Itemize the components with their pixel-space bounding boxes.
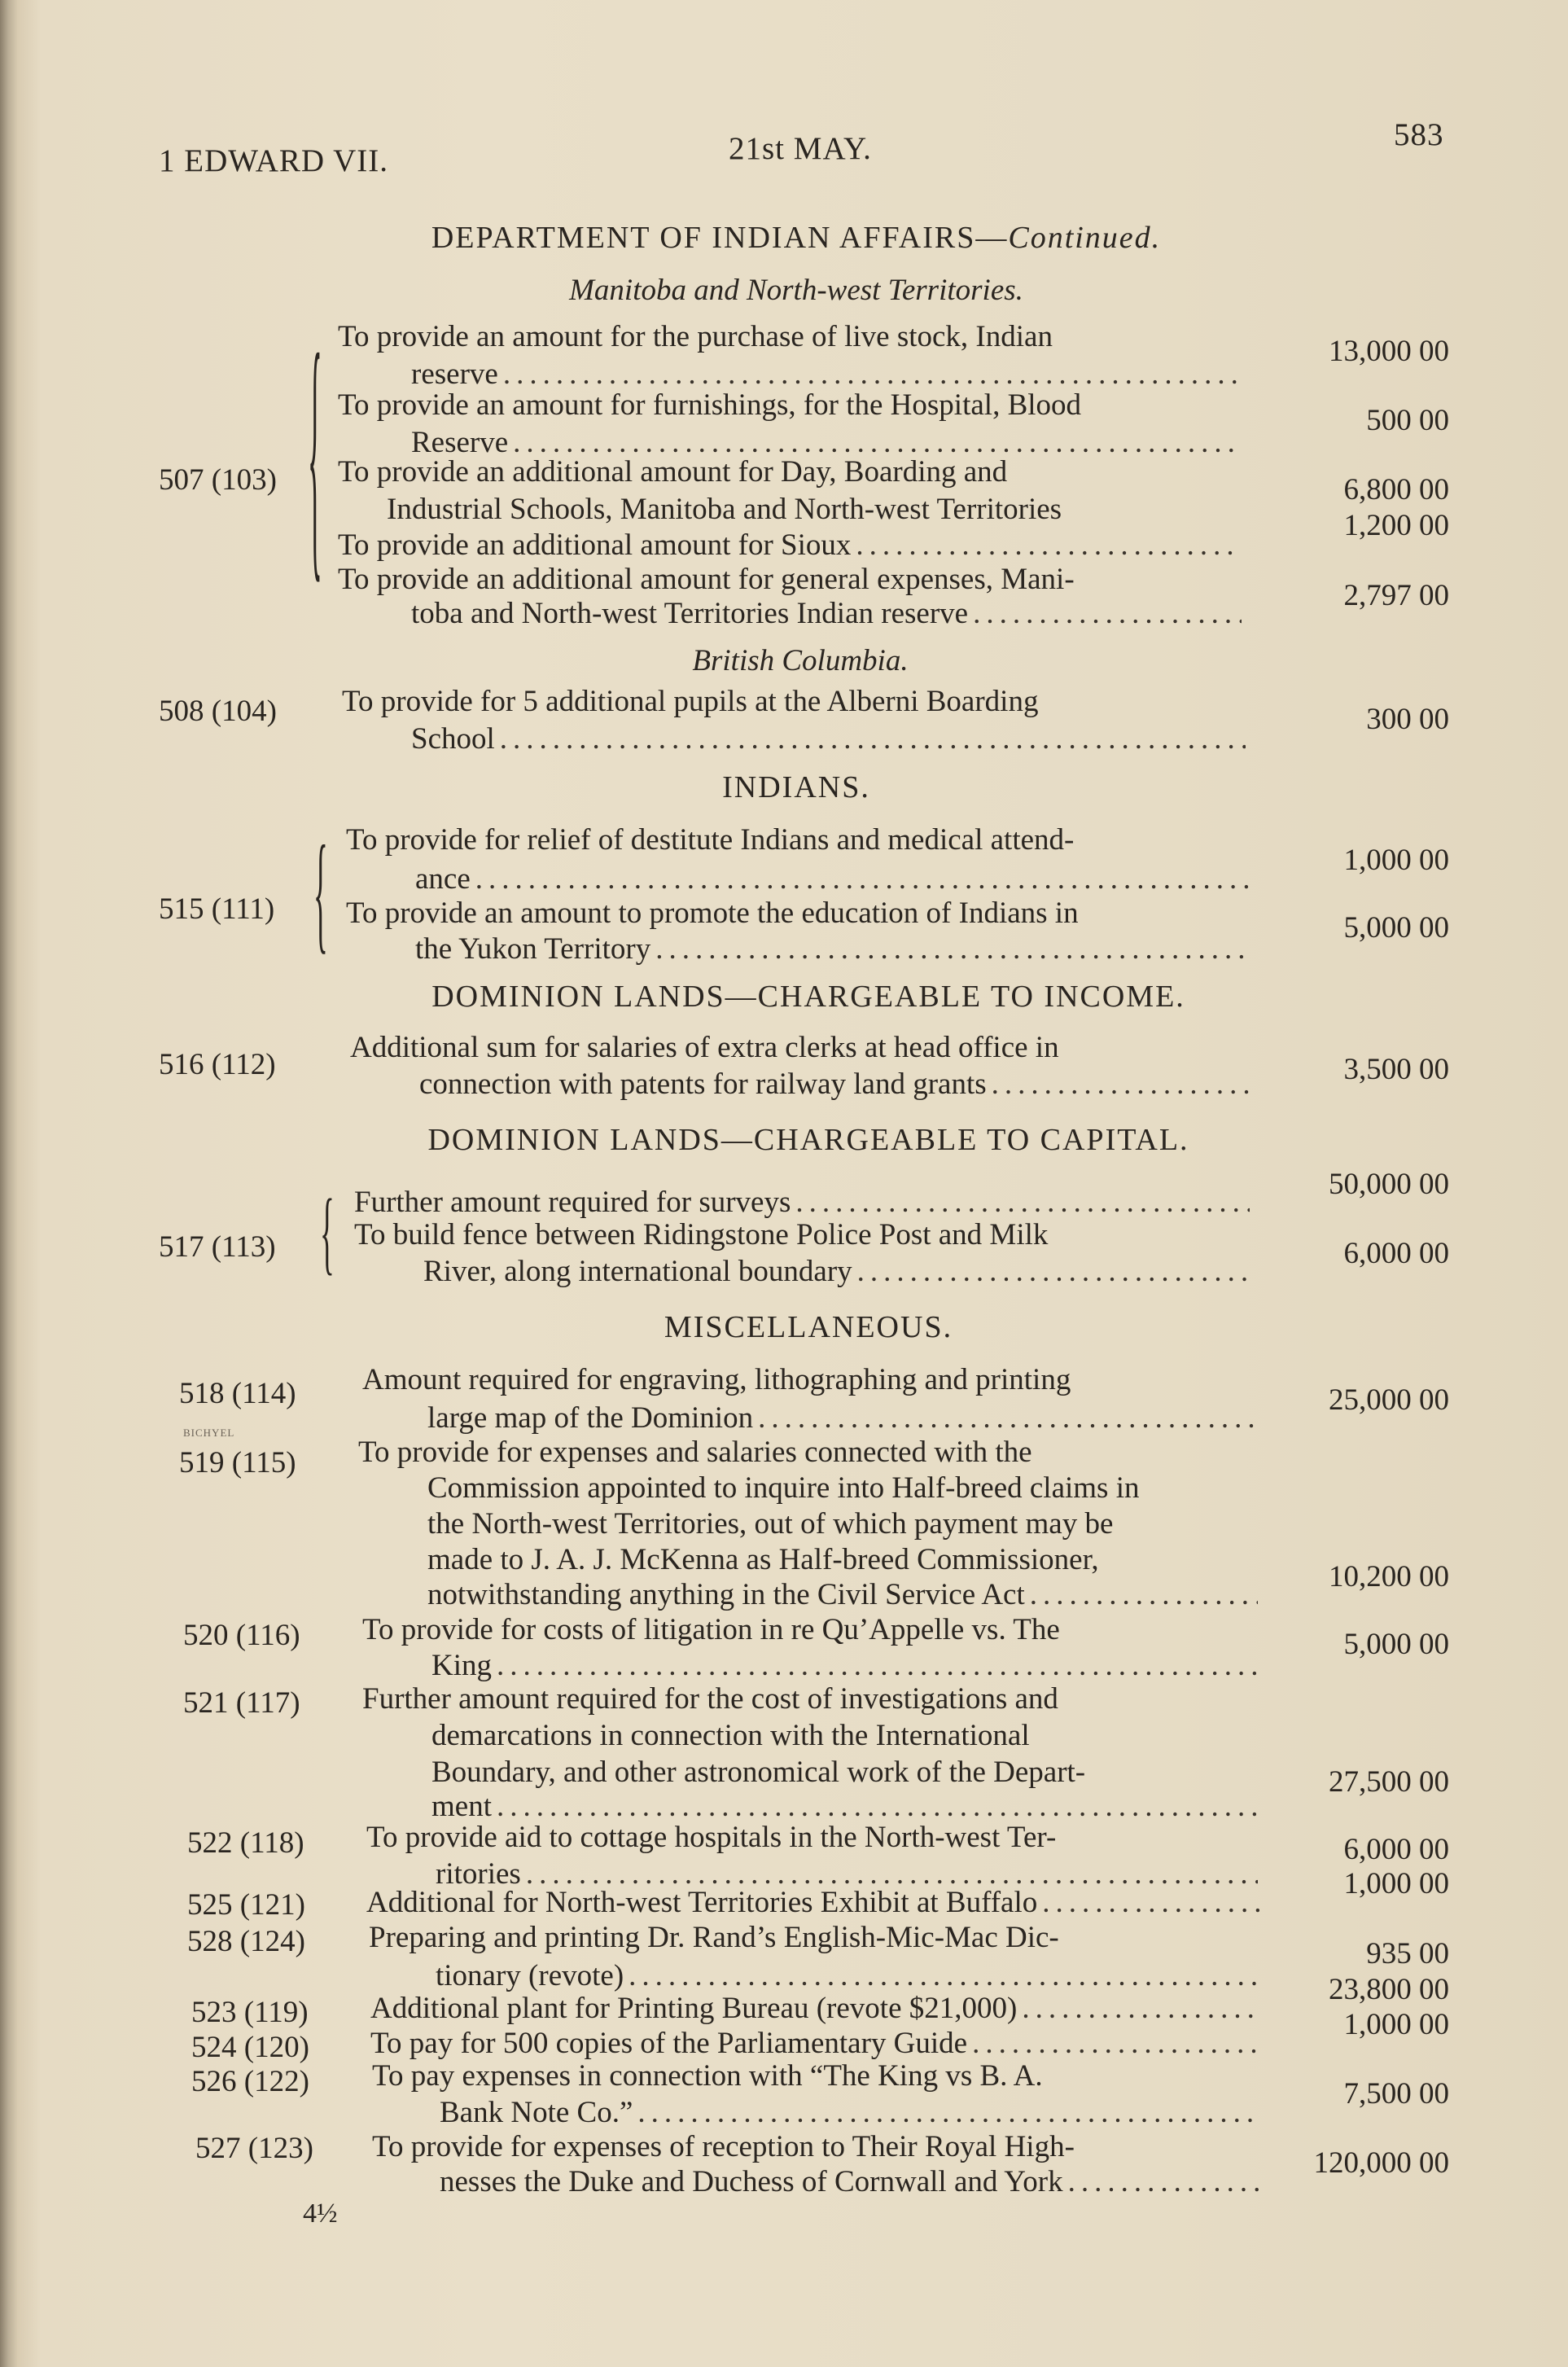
item-text: To provide aid to cottage hospitals in the North-west Ter- [366, 1821, 1057, 1854]
item-line [427, 1400, 1254, 1436]
running-header-left: 1 EDWARD VII. [159, 143, 389, 178]
amount: 5,000 00 [1343, 1628, 1449, 1661]
item-line [354, 1185, 1250, 1220]
item-text: To provide for 5 additional pupils at the Alberni Boarding [342, 685, 1039, 718]
entry-number: 524 (120) [191, 2031, 309, 2064]
entry-number: 516 (112) [159, 1048, 276, 1081]
item-text: To provide for relief of destitute Indians and medical attend- [346, 823, 1075, 857]
item-line [431, 1789, 1258, 1824]
dot-leader [1068, 2164, 1262, 2199]
item-line [366, 1885, 1262, 1920]
item-line [415, 861, 1250, 896]
amount: 6,000 00 [1343, 1237, 1449, 1270]
entry-number: 525 (121) [187, 1888, 305, 1922]
item-text: School [411, 722, 495, 756]
amount: 500 00 [1366, 404, 1449, 437]
entry-number: 523 (119) [191, 1996, 309, 2029]
item-line [338, 562, 1075, 597]
ink-stamp: BICHYEL [183, 1427, 235, 1439]
item-text: Boundary, and other astronomical work of the Depart- [431, 1756, 1086, 1789]
item-line [387, 492, 1062, 527]
amount: 50,000 00 [1329, 1168, 1449, 1201]
item-text: To provide for expenses of reception to Their Royal High- [372, 2130, 1075, 2163]
amount: 1,000 00 [1343, 2008, 1449, 2041]
entry-number: 526 (122) [191, 2065, 309, 2098]
dot-leader [857, 1254, 1250, 1289]
item-text: notwithstanding anything in the Civil Service Act [427, 1578, 1025, 1611]
dot-leader [758, 1400, 1254, 1436]
dot-leader [1042, 1885, 1262, 1920]
amount: 13,000 00 [1329, 335, 1449, 368]
item-text: Further amount required for the cost of investigations and [362, 1682, 1058, 1716]
item-text: Commission appointed to inquire into Half-breed claims in [427, 1471, 1140, 1505]
amount: 25,000 00 [1329, 1383, 1449, 1417]
item-line [370, 2026, 1262, 2061]
item-line [372, 2129, 1075, 2164]
section-dominion-lands-capital: DOMINION LANDS—CHARGEABLE TO CAPITAL. [427, 1123, 1189, 1157]
dot-leader [629, 1958, 1258, 1993]
item-text: Bank Note Co.” [440, 2096, 633, 2129]
amount: 23,800 00 [1329, 1973, 1449, 2006]
item-text: connection with patents for railway land grants [419, 1067, 987, 1101]
item-line [431, 1648, 1258, 1683]
amount: 1,000 00 [1343, 1867, 1449, 1900]
item-text: To provide an amount for furnishings, for the Hospital, Blood [338, 388, 1082, 422]
item-line [366, 1820, 1056, 1855]
item-text: reserve [411, 357, 498, 391]
amount: 2,797 00 [1343, 579, 1449, 612]
dot-leader [992, 1067, 1250, 1102]
item-line [338, 528, 1242, 563]
amount: 6,000 00 [1343, 1833, 1449, 1866]
dot-leader [503, 357, 1242, 392]
item-line [362, 1612, 1060, 1647]
item-text: ritories [436, 1857, 521, 1891]
item-text: To pay for 500 copies of the Parliamentary Guide [370, 2027, 968, 2060]
item-line [350, 1030, 1059, 1065]
item-line [346, 896, 1079, 931]
item-line [440, 2164, 1262, 2199]
item-line [411, 721, 1246, 756]
department-heading-continued: Continued. [1008, 221, 1162, 255]
section-manitoba: Manitoba and North-west Territories. [569, 274, 1023, 307]
dot-leader [637, 2095, 1258, 2130]
brace: { [308, 305, 322, 612]
amount: 1,200 00 [1343, 509, 1449, 542]
entry-number: 527 (123) [195, 2132, 313, 2165]
department-heading-text: DEPARTMENT OF INDIAN AFFAIRS— [431, 221, 1009, 255]
department-heading [12, 220, 1568, 256]
item-line [338, 388, 1081, 423]
amount: 5,000 00 [1343, 911, 1449, 945]
item-text: the Yukon Territory [415, 932, 651, 966]
item-text: River, along international boundary [423, 1255, 852, 1288]
section-miscellaneous: MISCELLANEOUS. [664, 1310, 953, 1344]
amount: 10,200 00 [1329, 1560, 1449, 1593]
item-text: To provide an amount to promote the education of Indians in [346, 896, 1079, 930]
entry-number: 517 (113) [159, 1230, 276, 1264]
item-text: To pay expenses in connection with “The King vs B. A. [372, 2059, 1043, 2093]
item-line [411, 596, 1242, 631]
item-text: tionary (revote) [436, 1959, 624, 1992]
item-line [362, 1681, 1058, 1716]
item-line [362, 1362, 1071, 1397]
dot-leader [500, 721, 1246, 756]
item-text: To provide an additional amount for Sioux [338, 528, 852, 562]
item-line [440, 2095, 1258, 2130]
item-text: toba and North-west Territories Indian reserve [411, 597, 969, 630]
item-text: demarcations in connection with the International [431, 1719, 1030, 1752]
item-line [427, 1471, 1140, 1506]
entry-number: 521 (117) [183, 1686, 300, 1720]
item-text: Industrial Schools, Manitoba and North-west Territories [387, 493, 1062, 526]
item-line [358, 1435, 1032, 1470]
section-dominion-lands-income: DOMINION LANDS—CHARGEABLE TO INCOME. [431, 980, 1185, 1014]
item-line [427, 1577, 1258, 1612]
item-text: made to J. A. J. McKenna as Half-breed Commissioner, [427, 1543, 1099, 1576]
item-line [338, 319, 1053, 354]
item-text: Reserve [411, 426, 509, 459]
dot-leader [655, 931, 1250, 967]
item-text: Preparing and printing Dr. Rand’s English-Mic-Mac Dic- [369, 1921, 1059, 1954]
amount: 6,800 00 [1343, 473, 1449, 506]
amount: 7,500 00 [1343, 2077, 1449, 2111]
item-text: the North-west Territories, out of which payment may be [427, 1507, 1114, 1541]
item-line [427, 1542, 1099, 1577]
item-line [369, 1920, 1059, 1955]
item-line [423, 1254, 1250, 1289]
item-line [370, 1991, 1262, 2026]
item-line [431, 1755, 1085, 1790]
item-line [342, 684, 1038, 719]
item-text: Additional plant for Printing Bureau (revote $21,000) [370, 1992, 1018, 2025]
item-line [431, 1718, 1030, 1753]
brace: { [320, 1181, 335, 1286]
page-number: 583 [1394, 117, 1444, 152]
brace: { [313, 822, 328, 969]
dot-leader [475, 861, 1250, 896]
item-text: nesses the Duke and Duchess of Cornwall and York [440, 2165, 1063, 2198]
amount: 3,500 00 [1343, 1053, 1449, 1086]
item-text: To build fence between Ridingstone Police Post and Milk [354, 1218, 1049, 1251]
amount: 300 00 [1366, 703, 1449, 736]
section-indians: INDIANS. [722, 770, 870, 804]
item-text: Additional sum for salaries of extra clerks at head office in [350, 1031, 1059, 1064]
signature-mark: 4½ [303, 2198, 338, 2229]
entry-number: 518 (114) [179, 1377, 296, 1410]
section-british-columbia: British Columbia. [692, 644, 909, 677]
amount: 27,500 00 [1329, 1765, 1449, 1799]
entry-number: 528 (124) [187, 1925, 305, 1958]
amount: 935 00 [1366, 1937, 1449, 1970]
dot-leader [1022, 1991, 1262, 2026]
entry-number: 519 (115) [179, 1446, 296, 1479]
dot-leader [973, 596, 1242, 631]
entry-number: 507 (103) [159, 463, 277, 497]
item-line [419, 1067, 1250, 1102]
amount: 120,000 00 [1313, 2146, 1449, 2180]
item-text: Amount required for engraving, lithographing and printing [362, 1363, 1071, 1396]
item-line [372, 2058, 1043, 2093]
item-text: large map of the Dominion [427, 1401, 754, 1435]
amount: 1,000 00 [1343, 844, 1449, 877]
item-line [346, 822, 1074, 857]
item-line [411, 357, 1242, 392]
entry-number: 508 (104) [159, 695, 277, 728]
entry-number: 522 (118) [187, 1826, 304, 1860]
item-line [338, 454, 1007, 489]
item-text: To provide an additional amount for general expenses, Mani- [338, 563, 1075, 596]
item-line [354, 1217, 1048, 1252]
entry-number: 515 (111) [159, 892, 275, 926]
running-header-date: 21st MAY. [729, 131, 872, 166]
item-text: Further amount required for surveys [354, 1186, 791, 1219]
dot-leader [497, 1648, 1258, 1683]
item-text: To provide for costs of litigation in re Qu’Appelle vs. The [362, 1613, 1060, 1646]
item-text: Additional for North-west Territories Exhibit at Buffalo [366, 1886, 1038, 1919]
dot-leader [795, 1185, 1250, 1220]
item-text: To provide an additional amount for Day, Boarding and [338, 455, 1008, 489]
item-text: To provide for expenses and salaries connected with the [358, 1436, 1032, 1469]
dot-leader [856, 528, 1242, 563]
item-line [436, 1958, 1258, 1993]
item-line [427, 1506, 1113, 1541]
item-text: ance [415, 862, 471, 896]
dot-leader [1030, 1577, 1258, 1612]
item-text: ment [431, 1790, 492, 1823]
item-text: King [431, 1649, 492, 1682]
item-line [415, 931, 1250, 967]
dot-leader [497, 1789, 1258, 1824]
entry-number: 520 (116) [183, 1619, 300, 1652]
item-text: To provide an amount for the purchase of live stock, Indian [338, 320, 1053, 353]
dot-leader [972, 2026, 1262, 2061]
